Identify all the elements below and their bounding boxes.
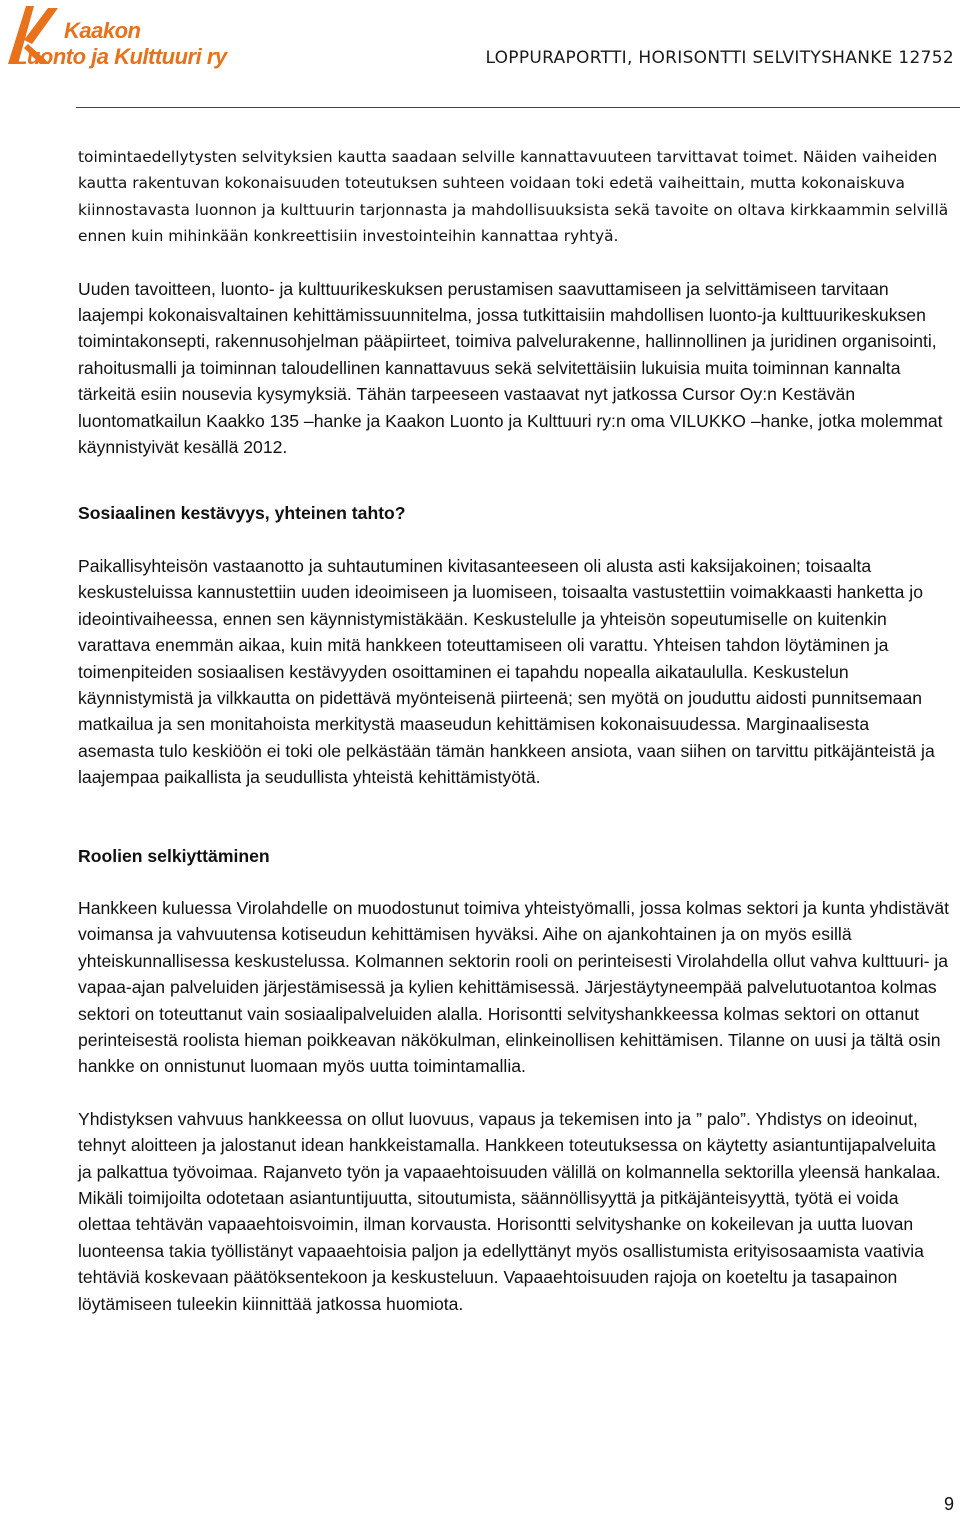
- header-logo: [4, 4, 234, 70]
- document-body: [78, 144, 950, 1317]
- paragraph-cooperation-model: Hankkeen kuluessa Virolahdelle on muodostunut toimiva yhteistyömalli, jossa kolmas sektori ja kunta yhdistävät voimansa ja vahvuutensa kotiseudun kehittämisen hyväksi. Aihe on ajankohtainen ja on myös esillä yhteiskunnallisessa keskustelussa. Kolmannen sektorin rooli on perinteisesti Virolahdella ollut vahva kulttuuri- ja vapaa-ajan palveluiden järjestämisessä ja kylien kehittämisessä. Järjestäytyneempää palvelutuotantoa kolmas sektori on toteuttanut vain sosiaalipalveluiden alalla. Horisontti selvityshankkeessa kolmas sektori on ottanut perinteisestä roolista hieman poikkeavan näkökulman, elinkeinollisen kehittämisen. Tilanne on uusi ja tältä osin hankke on onnistunut luomaan myös uutta toimintamallia.: [78, 897, 950, 1077]
- paragraph-intro: toimintaedellytysten selvityksien kautta saadaan selville kannattavuuteen tarvittavat toimet. Näiden vaiheiden kautta rakentuvan kokonaisuuden toteutuksen suhteen voidaan toki edetä vaiheittain, mutta kokonaiskuva kiinnostavasta luonnon ja kulttuurin tarjonnasta ja mahdollisuuksista sekä tavoite on oltava kirkkaammin selvillä ennen kuin mihinkään konkreettisiin investointeihin kannattaa ryhtyä.: [78, 148, 949, 246]
- document-header-title: LOPPURAPORTTI, HORISONTTI SELVITYSHANKE 12752: [485, 48, 954, 68]
- paragraph-new-goal: Uuden tavoitteen, luonto- ja kulttuurikeskuksen perustamisen saavuttamiseen ja selvittämiseen tarvitaan laajempi kokonaisvaltainen kehittämissuunnitelma, jossa tutkittaisiin mahdollisen luonto-ja kulttuurikeskuksen toimintakonsepti, rakennusohjelman pääpiirteet, toimiva palvelurakenne, hallinnollinen ja juridinen organisointi, rahoitusmalli ja toiminnan taloudellinen kannattavuus sekä selvitettäisiin lukuisia muita toiminnan kannalta tärkeitä esiin nousevia kysymyksiä. Tähän tarpeeseen vastaavat nyt jatkossa Cursor Oy:n Kestävän luontomatkailun Kaakko 135 –hanke ja Kaakon Luonto ja Kulttuuri ry:n oma VILUKKO –hanke, jotka molemmat käynnistyivät kesällä 2012.: [78, 278, 943, 458]
- header-divider: [76, 107, 960, 108]
- heading-social-sustainability: Sosiaalinen kestävyys, yhteinen tahto?: [78, 503, 406, 524]
- logo-text-line1: Kaakon: [64, 18, 141, 43]
- page-number: 9: [943, 1494, 954, 1514]
- heading-clarifying-roles: Roolien selkiyttäminen: [78, 845, 270, 866]
- paragraph-social-sustainability: Paikallisyhteisön vastaanotto ja suhtautuminen kivitasanteeseen oli alusta asti kaksijakoinen; toisaalta keskusteluissa kannustettiin uuden ideoimiseen ja luomiseen, toisaalta vastustettiin voimakkaasti hanketta jo ideointivaiheessa, ennen sen käynnistymistäkään. Keskustelulle ja yhteisön sopeutumiselle on kuitenkin varattava enemmän aikaa, kuin mitä hankkeen toteuttamiseen oli varattu. Yhteisen tahdon löytäminen ja toimenpiteiden sosiaalisen kestävyyden osoittaminen ei tapahdu nopealla aikataululla. Keskustelun käynnistymistä ja vilkkautta on pidettävä myönteisenä piirteenä; sen myötä on jouduttu aidosti punnitsemaan matkailua ja sen monitahoista merkitystä maaseudun kehittämisen kokonaisuudessa. Marginaalisesta asemasta tulo keskiöön ei toki ole pelkästään tämän hankkeen ansiota, vaan siihen on tarvittu pitkäjänteistä ja laajempaa paikallista ja seudullista yhteistä kehittämistyötä.: [78, 555, 935, 788]
- paragraph-association-strength: Yhdistyksen vahvuus hankkeessa on ollut luovuus, vapaus ja tekemisen into ja ” palo”. Yhdistys on ideoinut, tehnyt aloitteen ja jalostanut idean hankkeistamalla. Hankkeen toteutuksessa on käytetty asiantuntijapalveluita ja palkattua työvoimaa. Rajanveto työn ja vapaaehtoisuuden välillä on kolmannella sektorilla yleensä hankalaa. Mikäli toimijoilta odotetaan asiantuntijuutta, sitoutumista, säännöllisyyttä ja pitkäjänteisyyttä, työtä ei voida olettaa tehtävän vapaaehtoisvoimin, ilman korvausta. Horisontti selvityshanke on kokeilevan ja uutta luovan luonteensa takia työllistänyt vapaaehtoisia paljon ja edellyttänyt myös osallistumista erityisosaamista vaativia tehtäviä koskevaan päätöksentekoon ja keskusteluun. Vapaaehtoisuuden rajoja on koeteltu ja tasapainon löytämiseen tuleekin kiinnittää jatkossa huomiota.: [78, 1108, 941, 1314]
- logo-text-line2: Luonto ja Kulttuuri ry: [14, 44, 227, 69]
